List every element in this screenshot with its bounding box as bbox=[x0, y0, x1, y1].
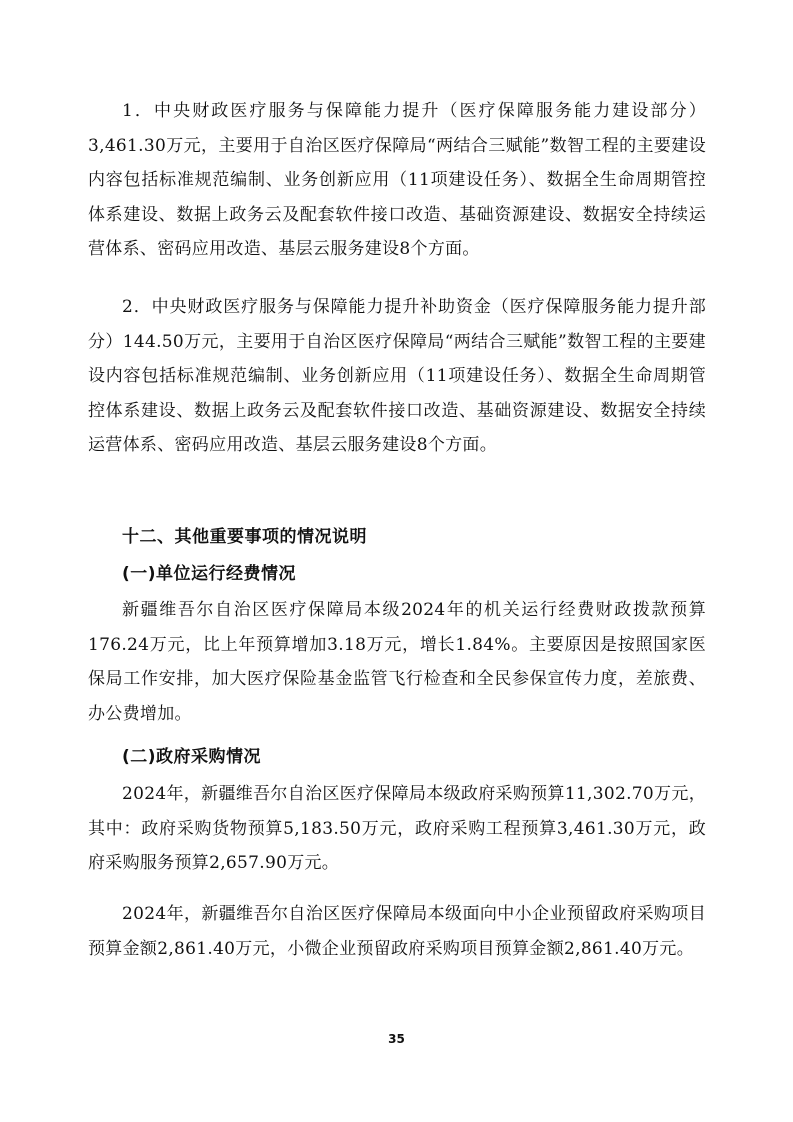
paragraph-procurement-budget: 2024年，新疆维吾尔自治区医疗保障局本级政府采购预算11,302.70万元，其中：政府采购货物预算5,183.50万元，政府采购工程预算3,461.30万元，政府采购服务预算2,657.90万元。 bbox=[88, 784, 706, 873]
paragraph-item-1: 1．中央财政医疗服务与保障能力提升（医疗保障服务能力建设部分）3,461.30万元，主要用于自治区医疗保障局“两结合三赋能”数智工程的主要建设内容包括标准规范编制、业务创新应用（11项建设任务）、数据全生命周期管控体系建设、数据上政务云及配套软件接口改造、基础资源建设、数据安全持续运营体系、密码应用改造、基层云服务建设8个方面。 bbox=[88, 101, 706, 259]
paragraph-sme-reservation: 2024年，新疆维吾尔自治区医疗保障局本级面向中小企业预留政府采购项目预算金额2,861.40万元，小微企业预留政府采购项目预算金额2,861.40万元。 bbox=[88, 904, 706, 959]
subsection-heading-procurement: (二)政府采购情况 bbox=[122, 747, 262, 767]
section-heading: 十二、其他重要事项的情况说明 bbox=[122, 527, 367, 547]
page-number: 35 bbox=[388, 1032, 405, 1046]
paragraph-operating-funds: 新疆维吾尔自治区医疗保障局本级2024年的机关运行经费财政拨款预算176.24万元，比上年预算增加3.18万元，增长1.84%。主要原因是按照国家医保局工作安排，加大医疗保险基金监管飞行检查和全民参保宣传力度，差旅费、办公费增加。 bbox=[88, 600, 706, 724]
paragraph-item-2: 2．中央财政医疗服务与保障能力提升补助资金（医疗保障服务能力提升部分）144.50万元，主要用于自治区医疗保障局“两结合三赋能”数智工程的主要建设内容包括标准规范编制、业务创新应用（11项建设任务）、数据全生命周期管控体系建设、数据上政务云及配套软件接口改造、基础资源建设、数据安全持续运营体系、密码应用改造、基层云服务建设8个方面。 bbox=[88, 297, 706, 455]
subsection-heading-operating-funds: (一)单位运行经费情况 bbox=[122, 564, 297, 584]
